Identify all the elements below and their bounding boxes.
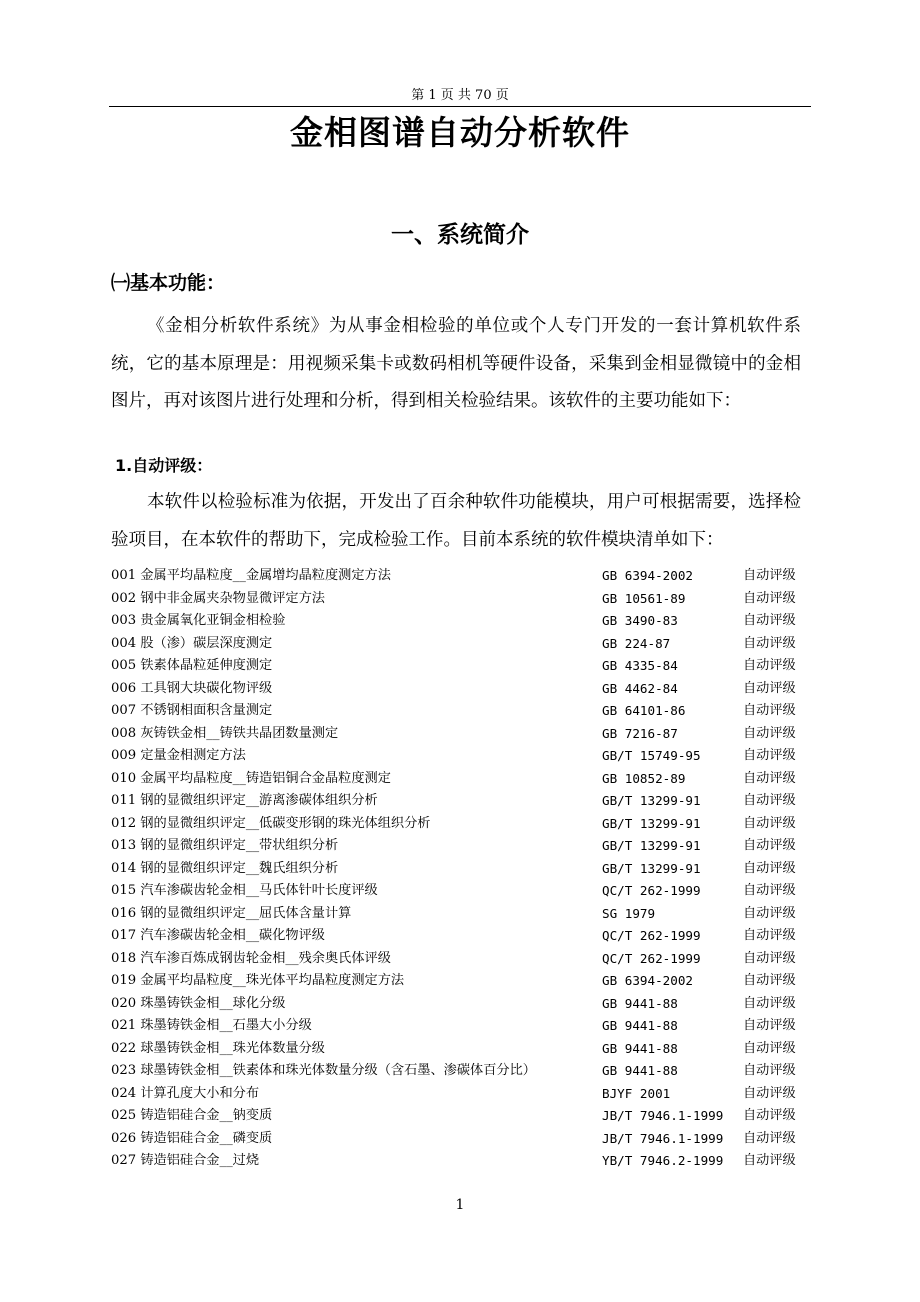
page-header: 第 1 页 共 70 页: [411, 88, 509, 103]
module-standard: SG 1979: [602, 905, 656, 921]
module-name: 027 铸造铝硅合金__过烧: [111, 1153, 260, 1168]
module-standard: GB 3490-83: [602, 613, 678, 628]
module-standard: GB/T 13299-91: [602, 860, 701, 876]
module-row: [111, 633, 811, 656]
subsection-heading: ㈠基本功能：: [111, 272, 226, 294]
module-name: 008 灰铸铁金相__铸铁共晶团数量测定: [111, 725, 339, 741]
section-heading: 一、系统简介: [391, 222, 529, 248]
module-row: [111, 1038, 811, 1061]
module-name: 017 汽车渗碳齿轮金相__碳化物评级: [111, 928, 325, 943]
module-standard: GB/T 13299-91: [602, 793, 701, 808]
module-name: 006 工具钢大块碳化物评级: [111, 680, 273, 696]
module-standard: JB/T 7946.1-1999: [602, 1130, 724, 1146]
module-row: [111, 1128, 811, 1151]
module-name: 013 钢的显微组织评定__带状组织分析: [111, 838, 339, 853]
module-standard: GB 7216-87: [602, 725, 678, 741]
module-type: 自动评级: [743, 1130, 796, 1146]
module-name: 021 珠墨铸铁金相__石墨大小分级: [111, 1018, 312, 1033]
module-row: [111, 588, 811, 611]
module-row: [111, 880, 811, 903]
module-name: 001 金属平均晶粒度__金属增均晶粒度测定方法: [111, 568, 391, 583]
module-type: 自动评级: [743, 1108, 796, 1123]
module-list: [111, 565, 811, 1173]
module-row: [111, 700, 811, 723]
module-standard: YB/T 7946.2-1999: [602, 1153, 724, 1168]
module-row: [111, 610, 811, 633]
module-name: 010 金属平均晶粒度__铸造铝铜合金晶粒度测定: [111, 770, 391, 786]
module-standard: GB 224-87: [602, 635, 671, 651]
module-row: [111, 925, 811, 948]
module-name: 024 计算孔度大小和分布: [111, 1085, 260, 1101]
module-name: 003 贵金属氧化亚铜金相检验: [111, 613, 286, 628]
module-row: [111, 858, 811, 881]
module-standard: QC/T 262-1999: [602, 928, 701, 943]
module-type: 自动评级: [743, 1085, 796, 1101]
module-name: 019 金属平均晶粒度__珠光体平均晶粒度测定方法: [111, 973, 405, 988]
module-type: 自动评级: [743, 770, 796, 786]
module-type: 自动评级: [743, 793, 796, 808]
module-name: 014 钢的显微组织评定__魏氏组织分析: [111, 860, 339, 876]
module-row: [111, 1083, 811, 1106]
module-name: 023 球墨铸铁金相__铁素体和珠光体数量分级（含石墨、渗碳体百分比）: [111, 1063, 536, 1078]
module-type: 自动评级: [743, 590, 796, 606]
module-name: 004 股（渗）碳层深度测定: [111, 635, 273, 651]
module-row: [111, 993, 811, 1016]
module-standard: QC/T 262-1999: [602, 950, 701, 966]
module-type: 自动评级: [743, 838, 796, 853]
module-row: [111, 655, 811, 678]
module-standard: QC/T 262-1999: [602, 883, 701, 898]
module-standard: GB 64101-86: [602, 703, 686, 718]
modules-intro-paragraph: 本软件以检验标准为依据，开发出了百余种软件功能模块，用户可根据需要，选择检验项目，在本软件的帮助下，完成检验工作。目前本系统的软件模块清单如下：: [111, 492, 801, 550]
module-type: 自动评级: [743, 1040, 796, 1056]
module-name: 022 球墨铸铁金相__珠光体数量分级: [111, 1040, 325, 1056]
module-standard: GB 4335-84: [602, 658, 678, 673]
document-title: 金相图谱自动分析软件: [290, 113, 630, 152]
module-standard: GB/T 13299-91: [602, 815, 701, 831]
module-row: [111, 903, 811, 926]
module-standard: GB 6394-2002: [602, 973, 693, 988]
module-name: 020 珠墨铸铁金相__球化分级: [111, 995, 286, 1011]
module-standard: BJYF 2001: [602, 1085, 671, 1101]
module-name: 009 定量金相测定方法: [111, 748, 246, 763]
module-standard: GB 9441-88: [602, 1040, 678, 1056]
module-row: [111, 1150, 811, 1173]
intro-paragraph: 《金相分析软件系统》为从事金相检验的单位或个人专门开发的一套计算机软件系统，它的基本原理是：用视频采集卡或数码相机等硬件设备，采集到金相显微镜中的金相图片，再对该图片进行处理和分析，得到相关检验结果。该软件的主要功能如下：: [111, 316, 801, 411]
module-standard: GB 9441-88: [602, 995, 678, 1011]
module-type: 自动评级: [743, 1018, 796, 1033]
module-type: 自动评级: [743, 950, 796, 966]
module-row: [111, 1015, 811, 1038]
module-row: [111, 1060, 811, 1083]
module-type: 自动评级: [743, 568, 796, 583]
module-type: 自动评级: [743, 995, 796, 1011]
module-standard: GB 10561-89: [602, 590, 686, 606]
module-type: 自动评级: [743, 928, 796, 943]
module-type: 自动评级: [743, 680, 796, 696]
module-row: [111, 790, 811, 813]
module-standard: GB 9441-88: [602, 1018, 678, 1033]
module-row: [111, 948, 811, 971]
page-number: 1: [455, 1197, 465, 1213]
module-type: 自动评级: [743, 658, 796, 673]
module-standard: GB/T 13299-91: [602, 838, 701, 853]
module-type: 自动评级: [743, 1063, 796, 1078]
module-type: 自动评级: [743, 725, 796, 741]
header-divider: [109, 106, 811, 107]
module-standard: JB/T 7946.1-1999: [602, 1108, 724, 1123]
module-type: 自动评级: [743, 905, 796, 921]
module-row: [111, 745, 811, 768]
module-row: [111, 1105, 811, 1128]
module-type: 自动评级: [743, 883, 796, 898]
module-row: [111, 678, 811, 701]
module-name: 011 钢的显微组织评定__游离渗碳体组织分析: [111, 793, 378, 808]
module-standard: GB 10852-89: [602, 770, 686, 786]
module-type: 自动评级: [743, 815, 796, 831]
module-row: [111, 723, 811, 746]
module-standard: GB 6394-2002: [602, 568, 693, 583]
module-type: 自动评级: [743, 635, 796, 651]
module-name: 025 铸造铝硅合金__钠变质: [111, 1108, 273, 1123]
module-standard: GB 9441-88: [602, 1063, 678, 1078]
module-name: 012 钢的显微组织评定__低碳变形钢的珠光体组织分析: [111, 815, 431, 831]
module-name: 026 铸造铝硅合金__磷变质: [111, 1130, 273, 1146]
module-name: 018 汽车渗百炼成钢齿轮金相__残余奥氏体评级: [111, 950, 391, 966]
module-type: 自动评级: [743, 613, 796, 628]
module-row: [111, 768, 811, 791]
module-type: 自动评级: [743, 703, 796, 718]
module-standard: GB 4462-84: [602, 680, 678, 696]
module-standard: GB/T 15749-95: [602, 748, 701, 763]
module-type: 自动评级: [743, 973, 796, 988]
module-name: 002 钢中非金属夹杂物显微评定方法: [111, 590, 325, 606]
module-type: 自动评级: [743, 1153, 796, 1168]
module-type: 自动评级: [743, 748, 796, 763]
module-name: 015 汽车渗碳齿轮金相__马氏体针叶长度评级: [111, 883, 378, 898]
module-name: 007 不锈钢相面积含量测定: [111, 703, 273, 718]
module-name: 016 钢的显微组织评定__屈氏体含量计算: [111, 905, 352, 921]
module-row: [111, 835, 811, 858]
module-type: 自动评级: [743, 860, 796, 876]
subsubsection-heading: 1.自动评级：: [115, 456, 213, 475]
module-name: 005 铁素体晶粒延伸度测定: [111, 658, 273, 673]
module-row: [111, 813, 811, 836]
module-row: [111, 565, 811, 588]
module-row: [111, 970, 811, 993]
